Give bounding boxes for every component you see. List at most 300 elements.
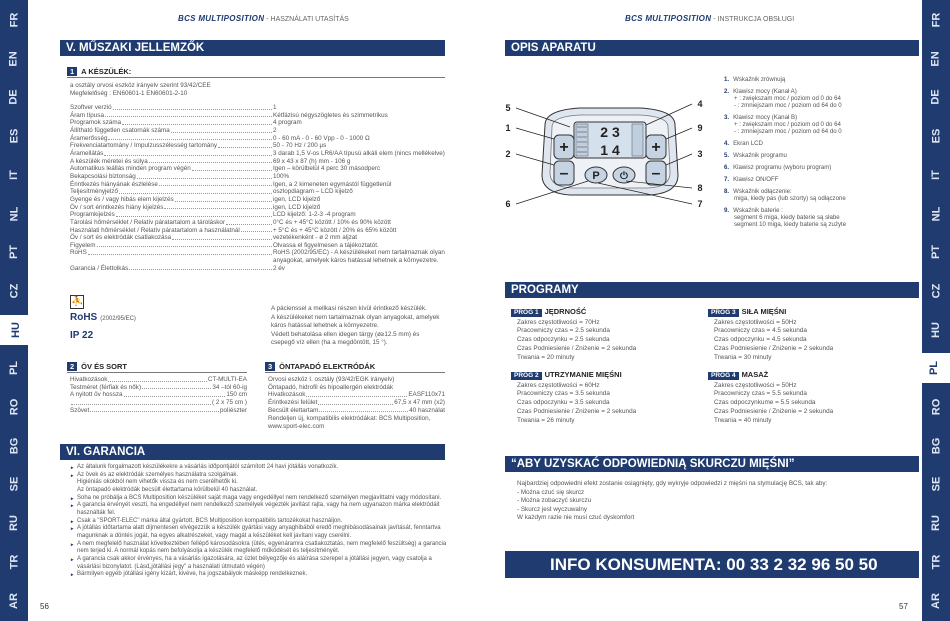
program-tag: PROG 4 [708,372,739,380]
warranty-item [70,541,446,549]
spec-key: Áramellátás [70,149,104,157]
program-line: Czas Podniesienie / Zniżenie = 2 sekunda [714,345,834,353]
lang-tab-cz[interactable] [0,276,28,306]
lang-tab-hu[interactable] [0,315,32,345]
leader-dots [318,399,393,405]
callout-number: 1 [505,123,511,133]
spec-row [70,376,247,384]
lang-tab-en[interactable] [922,44,950,74]
callout-number: 3 [697,149,703,159]
spec-row [70,165,445,173]
warranty-text: magunknak a döntés jogát, ha egyes alkatrészeket, vagy magát a készüléket kell javítani vagy cserélni. [77,532,352,539]
leader-dots [122,119,272,125]
lcd-digits-top: 2 3 [600,124,620,140]
spec-key: Automatikus leállás minden program végén [70,165,191,173]
bullet-icon: ► [70,572,75,578]
program-heading [708,371,833,380]
part-sub: - : zmniejszam moc / poziom od 64 do 0 [734,102,842,109]
part-number: 1. [724,76,730,83]
spec-key: Garancia / Élettolkás [70,264,129,272]
lang-tab-label: NL [929,206,942,221]
warranty-list [70,464,446,579]
lang-tab-ru[interactable] [0,508,28,538]
contraction-text [517,480,827,523]
part-title [724,76,846,83]
program-block [511,308,636,363]
section-title-programs: PROGRAMY [505,282,919,298]
lang-tab-fr[interactable] [0,5,28,35]
program-line: Pracowniczy czas = 5.5 sekunda [714,390,807,398]
lang-tab-label: NL [7,206,20,221]
lang-tab-de[interactable] [922,82,950,112]
leader-dots [172,234,272,240]
part-sub: segment 10 miga, kiedy baterie są zużyte [734,221,847,228]
leader-dots [306,391,407,397]
spec-key: Figyelem [70,241,96,249]
section-title-contraction: “ABY UZYSKAĆ ODPOWIEDNIĄ SKURCZU MIĘŚNI” [505,456,919,472]
spec-row [70,384,247,392]
leader-dots [159,181,272,187]
leader-dots [88,249,272,255]
part-list [724,76,846,233]
warranty-item [70,564,446,572]
spec-value: 40 használat [409,406,445,414]
bullet-icon: ► [70,503,75,509]
spec-value: 1 [273,104,277,111]
battery-indicator [576,124,588,156]
callout-number: 6 [505,199,511,209]
spec-value: 2 [273,126,277,134]
lang-tab-bg[interactable] [0,431,28,461]
lang-tab-label: AR [929,592,942,609]
warranty-text: Az általunk forgalmazott készülékekre a vásárlás időpontjától számított 24 havi jótállás vonatkozik. [77,464,339,470]
lang-tab-hu[interactable] [922,315,950,345]
spec-key: Használati hőmérséklet / Relatív páratartalom a használatnál [70,226,240,234]
bullet-icon: ► [70,556,75,562]
spec-key: Hivatkozások [268,391,306,399]
lang-tab-label: IT [8,169,20,180]
program-tag: PROG 1 [511,309,542,317]
spec-key: Érintkezési felület [268,398,318,406]
program-tag: PROG 3 [708,309,739,317]
spec-row [70,391,247,399]
lang-tab-bg[interactable] [922,431,950,461]
program-line: Czas Podniesienie / Zniżenie = 2 sekunda [714,408,834,416]
spec-value: 50 - 70 Hz / 200 μs [273,142,327,150]
lang-tab-label: EN [930,51,942,67]
lang-tab-cz[interactable] [922,276,950,306]
spec-value: 0 - 60 mA - 0 - 60 Vpp - 0 - 1000 Ω [273,134,370,142]
program-line: Czas odpoczynku = 3.5 sekunda [517,399,610,407]
spec-value: igen, LCD kijelző [273,195,321,203]
callout-number: 9 [697,123,703,133]
spec-value: 3 darab 1,5 V-os LR6/AA típusú alkáli elem (nincs mellékelve) [273,149,445,157]
warranty-text: A garancia érvényét veszti, ha engedéllyel nem rendelkező személyek végezték javítást rajta, vagy ha nem ugyanazon márka elektródáit [77,502,440,509]
lang-tab-label: DE [930,89,942,106]
leader-dots [90,407,219,413]
contraction-line: - Można czuć się skurcz [517,488,585,496]
warranty-item [70,464,446,472]
leader-dots [164,204,272,210]
spec-row [70,142,445,150]
part-title [724,164,846,171]
contraction-line: W każdym razie nie musi czuć dyskomfort [517,514,635,521]
part-number: 7. [724,176,730,183]
leader-dots [71,257,272,263]
program-line: Czas Podniesienie / Zniżenie = 2 sekunda [517,408,637,416]
spec-row [70,265,445,273]
spec-row [70,257,445,265]
spec-key: Gyenge és / vagy hibás elem kijelzés [70,195,174,203]
program-heading [708,308,833,317]
spec-row [70,119,445,127]
spec-key: Teljesítményjelző [70,188,118,196]
spec-key: Öntapadó, hidrofil és hipoallergén elektródák [268,383,393,391]
program-line: Pracowniczy czas = 4.5 sekunda [714,327,807,335]
lang-tab-se[interactable] [0,469,28,499]
plus-icon: + [651,139,661,156]
program-block [511,371,636,426]
part-item [724,164,846,171]
spec-value: 2 év [273,264,285,272]
program-line: Pracowniczy czas = 2.5 sekunda [517,327,610,335]
lang-tab-es[interactable] [0,121,28,151]
program-line: Zakres częstotliwości = 60Hz [517,381,600,389]
spec-row [70,135,445,143]
warranty-item [70,472,446,480]
lang-tab-ru[interactable] [922,508,950,538]
program-line: Trwania = 26 minuty [517,416,575,424]
device-illustration [500,95,710,220]
device-diagram [500,95,710,220]
program-line: Czas Podniesienie / Zniżenie = 2 sekunda [517,345,637,353]
program-line: Czas odpoczynku = 2.5 sekunda [517,336,610,344]
callout-number: 5 [505,103,511,113]
symbol-note: A pácienssel a mellkasi részen kívül érintkező készülék. [271,305,427,312]
lang-tab-fr[interactable] [922,5,950,35]
spec-key: Programkijelzés [70,211,115,219]
spec-row [70,173,445,181]
part-title [724,188,846,195]
part-item [724,140,846,147]
program-line: Zakres częstotliwości = 50Hz [714,381,797,389]
leader-dots [241,227,272,233]
lang-tab-nl[interactable] [922,199,950,229]
lang-tab-ar[interactable] [0,586,28,616]
minus-icon: – [559,165,569,182]
leader-dots [108,135,272,141]
ip-text: Védett behatolása ellen idegen tárgy (ø≥12.5 mm) és csepegő víz ellen (ha a megdöntött, 15 °). [271,331,420,346]
lang-tab-label: BG [930,437,942,454]
warranty-item [70,533,446,541]
contraction-line: - Można zobaczyć skurczu [517,497,592,504]
leader-dots [137,173,272,179]
spec-value: oszlopdiagram – LCD kijelző [273,188,353,196]
lang-tab-it[interactable] [922,160,950,190]
program-name: MASAŻ [741,370,769,379]
bullet-icon: ► [70,526,75,532]
part-label: Klawisz programu (wyboru program) [733,164,832,171]
lang-tab-label: RO [930,398,942,416]
page-header-right: BCS MULTIPOSITION - INSTRUKCJA OBSŁUGI [625,14,795,23]
subsection-device: 1 A KÉSZÜLÉK: [67,67,445,78]
spec-list [70,104,445,272]
language-tabs-left [0,0,28,621]
leader-dots [105,112,272,118]
lang-tab-ro[interactable] [0,392,28,422]
applied-part-symbol-icon: ⛹ [71,296,84,307]
program-line: Trwania = 30 minuty [714,353,772,361]
warranty-item [70,479,446,487]
spec-value: vezetékenként - ø 2 mm aljzat [273,234,357,242]
warranty-item [70,510,446,518]
program-line: Pracowniczy czas = 3.5 sekunda [517,390,610,398]
bullet-icon: ► [70,495,75,501]
spec-value: EASF110x71 [408,391,445,399]
spec-value: 150 cm [226,391,247,399]
lang-tab-label: PT [930,245,942,260]
spec-row [70,196,445,204]
spec-key: Orvosi eszköz I. osztály (93/42/EGK irányelv) [268,376,395,383]
spec-key: Tárolási hőmérséklet / Relatív páratartalom a tároláskor [70,218,226,226]
callout-number: 8 [697,183,703,193]
lang-tab-label: RU [7,515,20,532]
program-line: Czas odpoczynkume = 5.5 sekunda [714,399,816,407]
lang-tab-label: TR [929,554,942,570]
spec-value: 0°C és + 45°C között / 10% és 90% között [273,218,391,226]
warranty-item [70,518,446,526]
lang-tab-se[interactable] [922,469,950,499]
program-line: Zakres częstotliwości = 70Hz [517,318,600,326]
spec-row [70,188,445,196]
lang-tab-label: ES [930,128,942,144]
bullet-icon: ► [70,541,75,547]
leader-dots [119,188,272,194]
lang-tab-en[interactable] [0,44,28,74]
warranty-text: Higiéniás okokból nem vihetők vissza és nem cserélhetők ki. [77,479,238,486]
lang-tab-label: PL [8,361,20,376]
consumer-info-banner: INFO KONSUMENTA: 00 33 2 32 96 50 50 [505,551,919,578]
spec-row [70,204,445,212]
leader-dots [226,219,272,225]
spec-row [268,384,445,392]
part-number: 6. [724,164,730,171]
lang-tab-tr[interactable] [0,547,28,577]
section-title-warranty: VI. GARANCIA [60,444,445,460]
part-item [724,114,846,135]
spec-row [70,227,445,235]
part-title [724,88,846,95]
lang-tab-pt[interactable] [0,237,28,267]
part-number: 8. [724,188,730,195]
spec-row [70,219,445,227]
spec-key: Szövet [70,406,90,414]
warranty-item [70,556,446,564]
warranty-text: Az öntapadó elektródák becsült élettartama körülbelül 40 használat. [77,486,258,493]
rohs-label: RoHS (2002/95/EC) [70,312,136,323]
lang-tab-label: AR [7,592,20,609]
spec-key: RoHS [70,249,87,257]
lang-tab-de[interactable] [0,82,28,112]
spec-value: 67,5 x 47 mm (x2) [394,398,445,406]
lang-tab-es[interactable] [922,121,950,151]
spec-row [268,376,445,384]
spec-value: 4 program [273,119,302,127]
spec-value: Igen – körülbelül 4 perc 30 másodperc [273,165,381,173]
spec-key: Szoftver verzió [70,104,112,111]
rohs-text: A készülékeket nem tartalmaznak olyan anyagokat, amelyek káros hatással lehetnek a környezetre. [271,314,440,329]
part-number: 4. [724,140,730,147]
leader-dots [116,211,272,217]
warranty-item [70,502,446,510]
spec-key: Becsült élettartam [268,406,319,414]
device-intro: a osztály orvosi eszköz irányelv szerint 93/42/CEE Megfelelőség : EN60601-1 EN60601-2-10 [70,82,211,97]
electrode-specs [268,376,445,414]
spec-value: ( 2 x 75 cm ) [212,398,247,406]
part-title [724,114,846,121]
language-tabs-right [922,0,950,621]
callout-number: 2 [505,149,511,159]
part-number: 2. [724,88,730,95]
program-name: UTRZYMANIE MIĘŚNI [544,370,622,379]
lang-tab-label: HU [9,321,22,338]
lang-tab-label: PT [8,245,20,260]
contraction-line: Najbardziej odpowiedni efekt zostanie osiągnięty, gdy wykryje odpowiedzi z mięśni na stymulację BCS, tak aby: [517,480,828,487]
warranty-text: Csak a "SPORT-ELEC" márka által gyártott, BCS Multiposition kompatibilis tartozékokat használjon. [77,517,343,524]
program-name: SIŁA MIĘŚNI [741,307,787,316]
lang-tab-pt[interactable] [922,237,950,267]
callout-number: 4 [697,99,703,109]
lang-tab-label: CZ [7,283,20,299]
part-sub: + : zwiększam moc / poziom od 0 do 64 [734,95,841,102]
spec-row [70,234,445,242]
warranty-item [70,487,446,495]
bullet-icon: ► [70,472,75,478]
lang-tab-label: RO [8,398,20,416]
lang-tab-pl[interactable] [0,353,28,383]
spec-key: Frekvenciatartomány / Impulzusszélesség tartomány [70,142,217,150]
leader-dots [97,242,272,248]
leader-dots [192,165,272,171]
spec-row [70,112,445,120]
spec-key: A nyitott öv hossza [70,391,123,399]
part-number: 5. [724,152,730,159]
spec-row [70,249,445,257]
part-item [724,207,846,228]
lang-tab-label: PL [928,361,940,376]
lang-tab-label: ES [8,128,20,144]
part-label: Wskaźnik odłączenie: [733,188,792,195]
warranty-item [70,548,446,556]
part-title [724,140,846,147]
program-heading [511,308,636,317]
part-label: Klawisz mocy (Kanał A) [733,88,797,95]
spec-row [268,391,445,399]
lang-tab-ro[interactable] [922,392,950,422]
part-sub: - : zmniejszam moc / poziom od 64 do 0 [734,128,842,135]
subsection-belt: 2 ÖV ÉS SORT [67,362,247,373]
part-number: 9. [724,207,730,214]
lang-tab-pl[interactable] [918,353,950,383]
ip-label: IP 22 [70,330,94,341]
part-sub: miga, kiedy pas (lub szorty) są odłączone [734,195,846,202]
leader-dots [171,127,272,133]
part-sub: segment 6 miga, kiedy baterie są słabe [734,214,840,221]
warranty-text: A jótállás időtartama alatt díjmentesen elvégezzük a készülék gyártási vagy anyaghibából eredő meghibásodásainak javítását, fenntartva [77,525,441,532]
part-item [724,176,846,183]
lang-tab-label: RU [929,515,942,532]
spec-value: igen, LCD kijelző [273,203,321,211]
page-number-left: 56 [40,602,49,611]
spec-value: Igen, a 2 kimeneten egymástól függetlenül [273,180,392,188]
spec-key: Öv / sort érintkezés hiány kijelzés [70,203,164,211]
part-label: Wskaźnik baterie : [733,207,783,214]
warranty-text: Soha ne próbálja a BCS Multiposition készüléket saját maga vagy engedéllyel nem rendelkező személyen megjavíttatni vagy módosítani. [77,494,442,501]
section-title-description: OPIS APARATU [505,40,919,56]
warranty-text: A garancia csak akkor érvényes, ha a vásárlás igazolására, az üzlet bélyegzője és aláírása szerepel a jótállási jegyen, vagy csatolja a [77,555,432,562]
lang-tab-label: FR [7,12,20,28]
warranty-text: vásárlási bizonylatot. (Lásd„jótállási jegy" a használati útmutató végén) [77,563,265,570]
part-item [724,152,846,159]
program-heading [511,371,636,380]
disconnect-indicator [632,124,643,156]
lang-tab-label: SE [8,477,20,492]
lang-tab-nl[interactable] [0,199,28,229]
part-label: Ekran LCD [733,140,763,147]
lang-tab-tr[interactable] [922,547,950,577]
spec-key: A készülék méretei és súlya [70,157,148,165]
power-icon: ⏻ [620,171,628,182]
section-title-specs: V. MŰSZAKI JELLEMZŐK [60,40,445,56]
leader-dots [149,158,272,164]
lang-tab-label: BG [8,437,20,454]
spec-value: 69 x 43 x 87 (h) mm - 106 g [273,157,351,165]
leader-dots [175,196,272,202]
warranty-item [70,525,446,533]
spec-row [70,127,445,135]
spec-key: Programok száma [70,119,122,127]
lang-tab-label: EN [8,51,20,67]
part-label: Klawisz ON/OFF [733,176,779,183]
spec-row [268,407,445,415]
lang-tab-ar[interactable] [922,586,950,616]
belt-specs [70,376,247,414]
page-number-right: 57 [899,602,908,611]
spec-value: Kétfázisú négyszögletes és szimmetrikus [273,111,388,119]
part-title [724,152,846,159]
program-name: JĘDRNOŚĆ [544,307,587,316]
spec-key: Érintkezés hiányának észlelése [70,180,158,188]
part-label: Wskaźnik programu [733,152,787,159]
spec-key: Testméret (férfiak és nők) [70,383,142,391]
program-line: Zakres częstotliwości = 50Hz [714,318,797,326]
lang-tab-it[interactable] [0,160,28,190]
leader-dots [113,104,272,110]
spec-value: CT-MULTI-EA [207,376,247,383]
contraction-line: - Skurcz jest wyczuwalny [517,505,587,513]
leader-dots [319,407,408,413]
program-line: Trwania = 40 minuty [714,416,772,424]
spec-value: Olvassa el figyelmesen a tájékoztatót. [273,241,379,249]
lang-tab-label: DE [8,89,20,106]
spec-key: Hivatkozások [70,376,108,383]
spec-row [70,399,247,407]
part-label: Klawisz mocy (Kanał B) [733,114,798,121]
spec-row [70,181,445,189]
spec-row [70,158,445,166]
program-tag: PROG 2 [511,372,542,380]
spec-row [268,399,445,407]
